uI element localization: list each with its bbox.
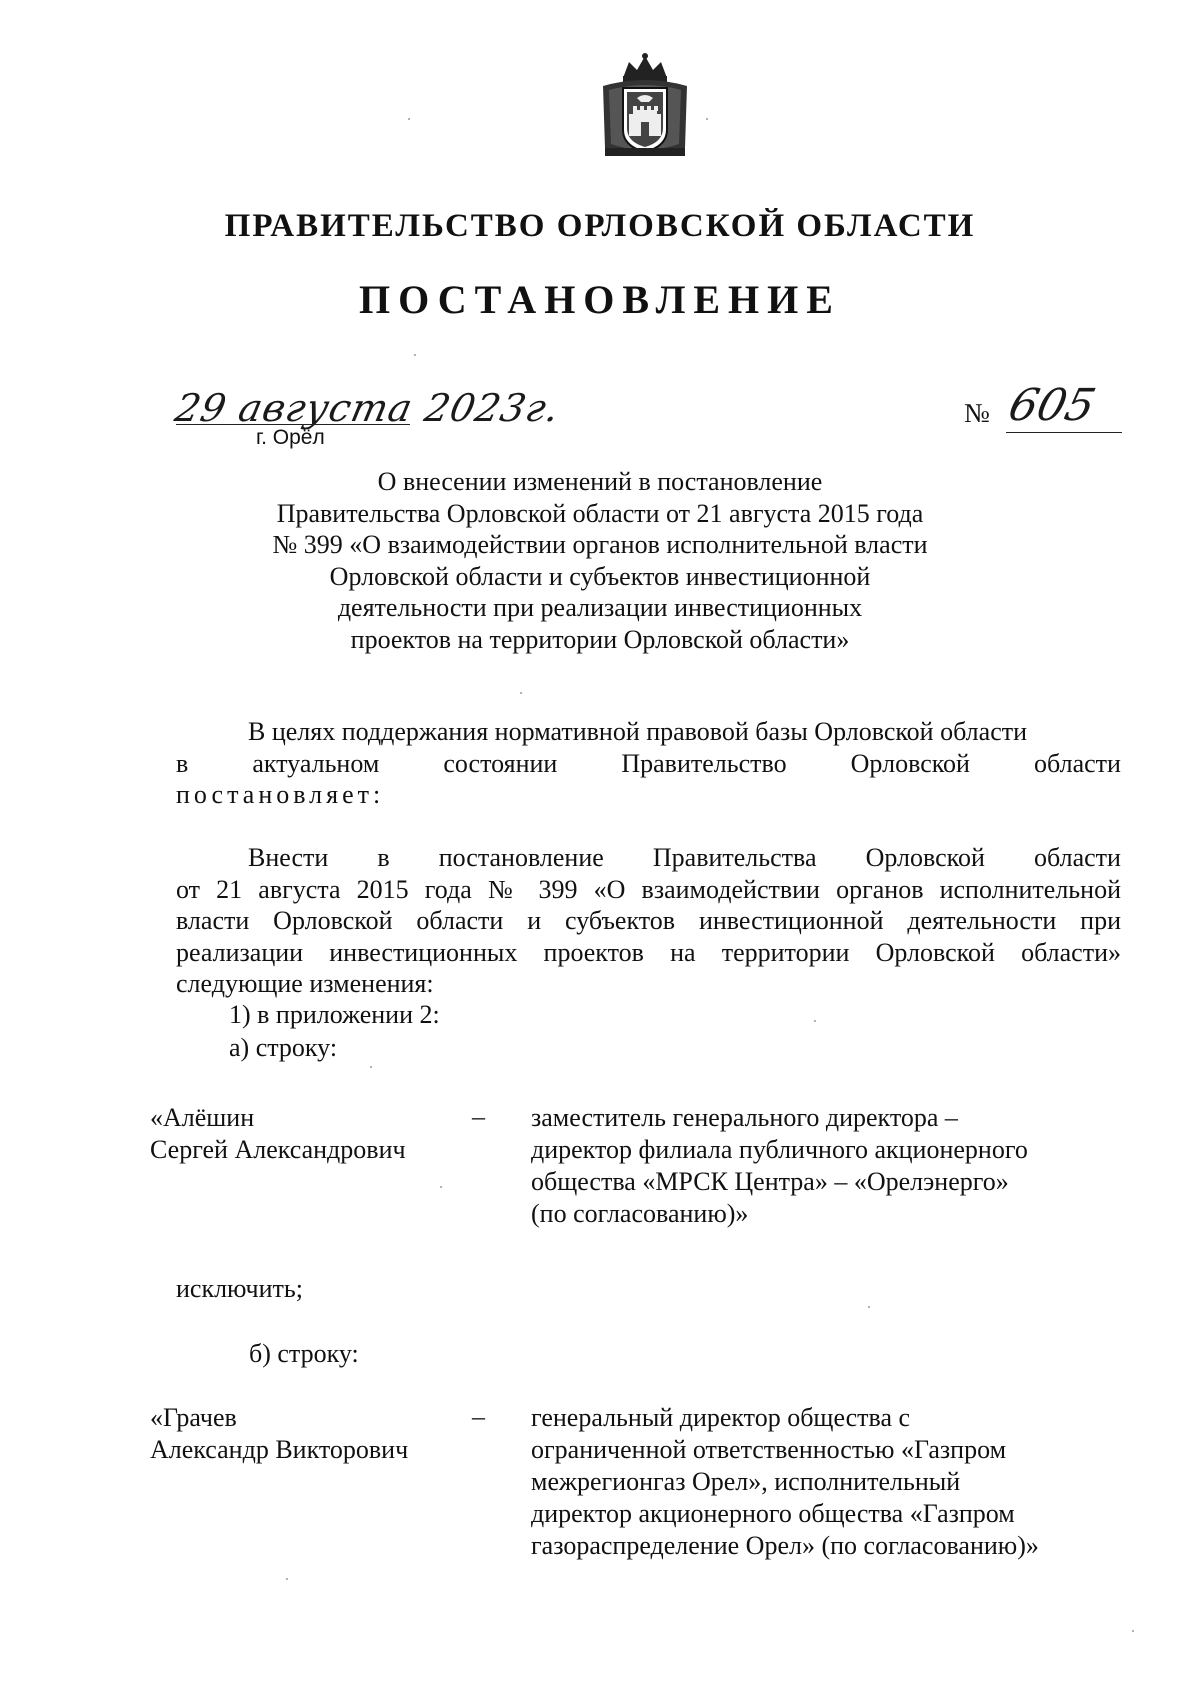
item-1: 1) в приложении 2:	[229, 1000, 440, 1029]
position-line: газораспределение Орел» (по согласованию)»	[531, 1531, 1039, 1560]
person-name	[150, 1102, 406, 1166]
word: Правительство	[621, 748, 787, 778]
person-position	[531, 1102, 1028, 1230]
document-subject	[230, 466, 970, 656]
scan-speck	[706, 118, 708, 120]
scan-speck	[408, 118, 410, 120]
scan-speck	[370, 1066, 372, 1068]
city-label: г. Орёл	[256, 426, 325, 449]
scan-speck	[440, 1186, 442, 1188]
word: Орловской	[850, 748, 970, 778]
position-line: директор филиала публичного акционерного	[531, 1135, 1028, 1164]
dash: –	[472, 1102, 485, 1131]
scan-speck	[1132, 1630, 1134, 1632]
coat-of-arms-icon	[599, 52, 691, 164]
document-type: ПОСТАНОВЛЕНИЕ	[359, 277, 841, 322]
subject-line: О внесении изменений в постановление	[377, 467, 823, 496]
body-line: власти Орловской области и субъектов инвестиционной деятельности при	[176, 906, 1121, 936]
name-line: Сергей Александрович	[150, 1135, 406, 1164]
body-paragraph	[176, 842, 1121, 1000]
word: Орловской	[865, 843, 985, 872]
subject-line: Правительства Орловской области от 21 августа 2015 года	[276, 498, 924, 528]
word: области	[1034, 748, 1121, 778]
name-line: «Алёшин	[150, 1103, 255, 1132]
preamble-paragraph	[176, 716, 1121, 811]
body-line: реализации инвестиционных проектов на территории Орловской области»	[176, 937, 1121, 967]
position-line: генеральный директор общества с	[531, 1403, 911, 1432]
body-line	[176, 842, 1121, 874]
date-underline	[176, 424, 410, 425]
subject-line: Орловской области и субъектов инвестиционной	[329, 561, 871, 591]
government-title: ПРАВИТЕЛЬСТВО ОРЛОВСКОЙ ОБЛАСТИ	[224, 208, 976, 244]
scan-speck	[814, 1020, 816, 1022]
preamble-line	[176, 748, 1121, 780]
word: в	[377, 843, 390, 872]
scan-speck	[520, 692, 522, 694]
subject-line: проектов на территории Орловской области»	[350, 624, 850, 654]
number-underline	[1006, 432, 1122, 433]
handwritten-number: 605	[1003, 380, 1101, 431]
dash: –	[472, 1402, 485, 1431]
position-line: (по согласованию)»	[531, 1199, 749, 1228]
body-line: следующие изменения:	[176, 969, 434, 999]
scan-speck	[286, 1578, 288, 1580]
word: состоянии	[443, 748, 558, 778]
position-line: межрегионгаз Орел», исполнительный	[531, 1467, 961, 1496]
person-name	[150, 1402, 408, 1466]
subject-line: № 399 «О взаимодействии органов исполнительной власти	[272, 530, 928, 560]
preamble-line: В целях поддержания нормативной правовой базы Орловской области	[248, 717, 1028, 746]
subject-line: деятельности при реализации инвестиционных	[337, 593, 863, 623]
name-line: «Грачев	[150, 1403, 237, 1432]
position-line: заместитель генерального директора –	[531, 1103, 958, 1132]
position-line: ограниченной ответственностью «Газпром	[531, 1435, 1007, 1464]
word: Правительства	[652, 843, 817, 872]
word: области	[1034, 843, 1121, 872]
body-line: от 21 августа 2015 года № 399 «О взаимодействии органов исполнительной	[176, 874, 1121, 904]
scan-speck	[868, 1306, 870, 1308]
position-line: общества «МРСК Центра» – «Орелэнерго»	[531, 1167, 1009, 1196]
item-a: а) строку:	[229, 1033, 338, 1062]
position-line: директор акционерного общества «Газпром	[531, 1499, 1015, 1528]
resolves-word: постановляет:	[176, 780, 385, 809]
scan-speck	[414, 354, 416, 356]
name-line: Александр Викторович	[150, 1435, 409, 1464]
exclude-text: исключить;	[176, 1274, 303, 1303]
item-b: б) строку:	[249, 1339, 359, 1368]
word: актуальном	[252, 748, 380, 778]
word: постановление	[438, 843, 604, 872]
word: Внести	[248, 843, 329, 872]
word: в	[176, 748, 189, 778]
number-sign: №	[964, 398, 990, 428]
person-position	[531, 1402, 1039, 1562]
handwritten-date: 29 августа 2023г.	[171, 386, 565, 430]
